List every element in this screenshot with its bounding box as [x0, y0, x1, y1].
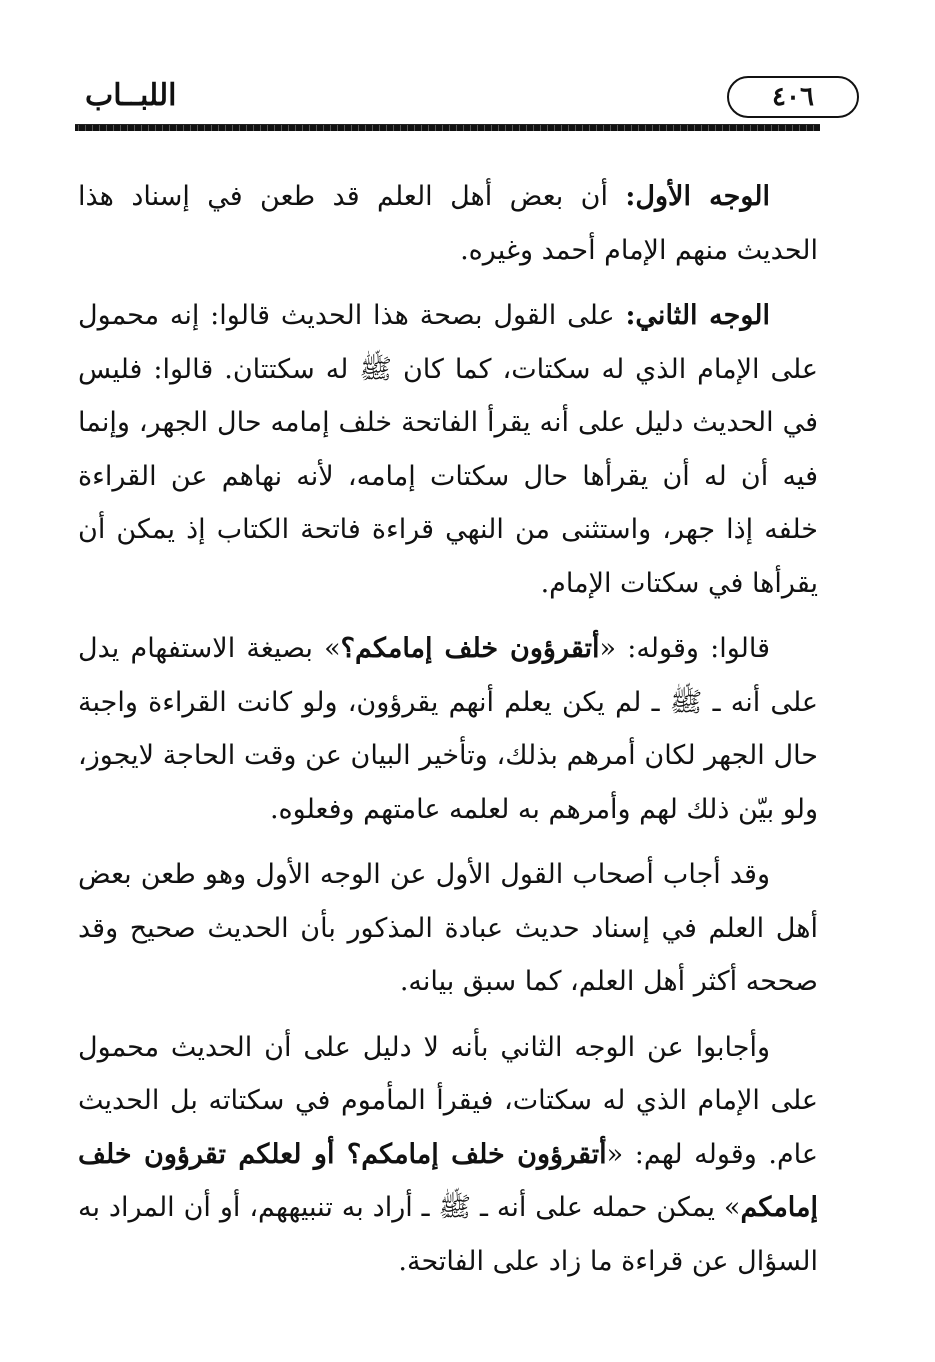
- paragraph-text-post: » يمكن حمله على أنه ـ ﷺ ـ أراد به تنبيههم، أو أن المراد به السؤال عن قراءة ما زاد على الفاتحة.: [78, 1192, 818, 1277]
- paragraph-first-reply: [78, 848, 818, 1009]
- paragraph-istifham: [78, 622, 818, 836]
- paragraph-second-aspect: [78, 289, 818, 610]
- page-header: [75, 72, 820, 132]
- page-body: [78, 170, 818, 1288]
- paragraph-lead: الوجه الأول:: [625, 181, 771, 212]
- paragraph-text-post: » بصيغة الاستفهام يدل على أنه ـ ﷺ ـ لم يكن يعلم أنهم يقرؤون، ولو كانت القراءة واجبة حال الجهر لكان أمرهم بذلك، وتأخير البيان عن وقت الحاجة لايجوز، ولو بيّن ذلك لهم وأمرهم به لعلمه عامتهم وفعلوه.: [78, 633, 818, 825]
- paragraph-text: وقد أجاب أصحاب القول الأول عن الوجه الأول وهو طعن بعض أهل العلم في إسناد حديث عبادة المذكور بأن الحديث صحيح وقد صححه أكثر أهل العلم، كما سبق بيانه.: [78, 859, 818, 997]
- paragraph-text: أن بعض أهل العلم قد طعن في إسناد هذا الحديث منهم الإمام أحمد وغيره.: [78, 181, 818, 266]
- paragraph-text-pre: وأجابوا عن الوجه الثاني بأنه لا دليل على أن الحديث محمول على الإمام الذي له سكتات، فيقرأ المأموم في سكتاته بل الحديث عام. وقوله لهم: «: [78, 1031, 818, 1170]
- book-title: اللبــاب: [85, 78, 177, 113]
- paragraph-first-aspect: [78, 170, 818, 277]
- header-divider: [75, 124, 820, 131]
- paragraph-lead: الوجه الثاني:: [625, 300, 770, 331]
- paragraph-text-pre: قالوا: وقوله: «: [599, 633, 771, 664]
- paragraph-text: على القول بصحة هذا الحديث قالوا: إنه محمول على الإمام الذي له سكتات، كما كان ﷺ له سكتتان. قالوا: فليس في الحديث دليل على أنه يقرأ الفاتحة خلف إمامه حال الجهر، وإنما فيه أن له أن يقرأها حال سكتات إمامه، لأنه نهاهم عن القراءة خلفه إذا جهر، واستثنى من النهي قراءة فاتحة الكتاب إذ يمكن أن يقرأها في سكتات الإمام.: [78, 300, 818, 599]
- page-number: ٤٠٦: [727, 76, 859, 118]
- paragraph-second-reply: [78, 1021, 818, 1289]
- hadith-quote: أتقرؤون خلف إمامكم؟ أو لعلكم تقرؤون خلف إمامكم: [78, 1138, 818, 1223]
- hadith-quote: أتقرؤون خلف إمامكم؟: [340, 633, 600, 664]
